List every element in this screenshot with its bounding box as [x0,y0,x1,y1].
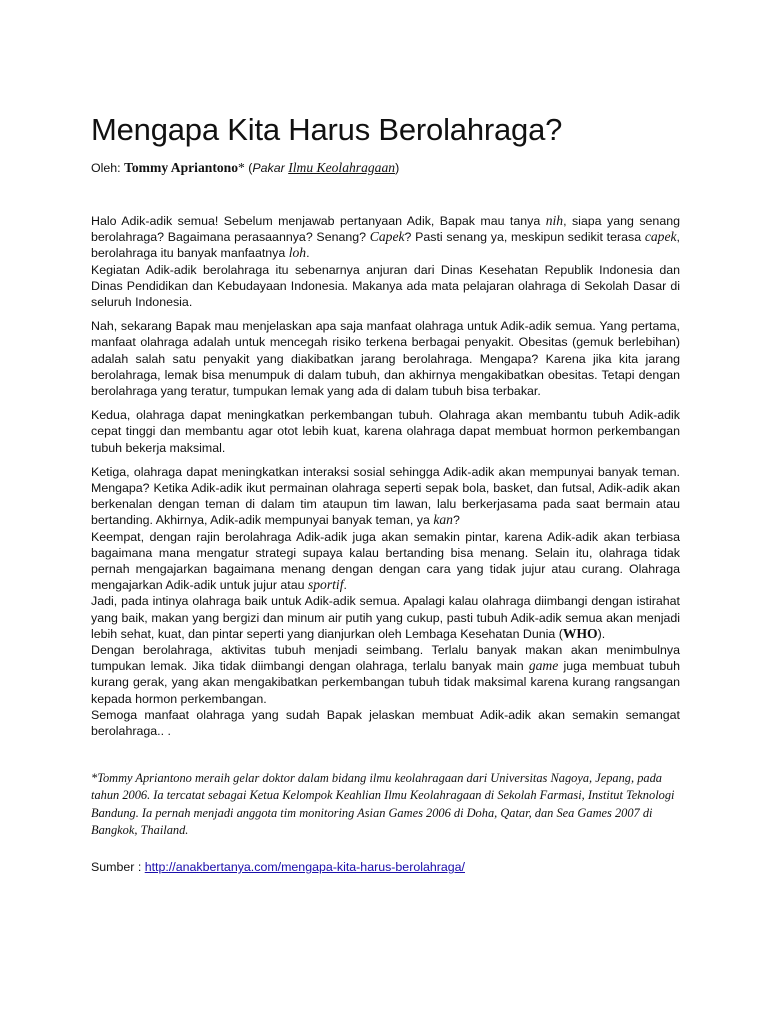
author-footnote: *Tommy Apriantono meraih gelar doktor dalam bidang ilmu keolahragaan dari Universitas Nagoya, Jepang, pada tahun 2006. Ia tercatat sebagai Ketua Kelompok Keahlian Ilmu Keolahragaan di Sekolah Farmasi, Institut Teknologi Bandung. Ia pernah menjadi anggota tim monitoring Asian Games 2006 di Doha, Qatar, dan Sea Games 2007 di Bangkok, Thailand. [91,771,675,838]
author-name: Tommy Apriantono [124,160,238,175]
italic-word: nih [545,213,564,228]
paragraph-closing: Semoga manfaat olahraga yang sudah Bapak jelaskan membuat Adik-adik akan semakin semangat berolahraga.. . [91,707,680,739]
author-asterisk: * [238,160,245,175]
italic-word: capek [644,229,677,245]
text-run: ? Pasti senang ya, meskipun sedikit terasa [404,230,645,245]
italic-word: game [528,658,559,674]
source-line [91,859,465,875]
italic-word: sportif [307,577,344,593]
text-run: , berolahraga itu banyak manfaatnya [91,230,680,261]
text-run: Halo Adik-adik semua! Sebelum menjawab pertanyaan Adik, Bapak mau tanya [91,214,546,228]
paragraph-recommendation: Kegiatan Adik-adik berolahraga itu sebenarnya anjuran dari Dinas Kesehatan Republik Indonesia dan Dinas Pendidikan dan Kebudayaan Indonesia. Makanya ada mata pelajaran olahraga di Sekolah Dasar di seluruh Indonesia. [91,262,680,310]
text-run: Keempat, dengan rajin berolahraga Adik-adik juga akan semakin pintar, karena Adik-adik akan terbiasa bagaimana mana mengatur strategi supaya kalau bertanding bisa menang. Selain itu, olahraga tidak pernah mengajarkan bagaimana menang dengan dengan cara yang tidak jujur atau curang. Olahraga mengajarkan Adik-adik untuk jujur atau [91,529,680,593]
text-run: Jadi, pada intinya olahraga baik untuk Adik-adik semua. Apalagi kalau olahraga diimbangi dengan istirahat yang baik, makan yang bergizi dan minum air putih yang cukup, pasti tubuh Adik-adik semua akan menjadi lebih sehat, kuat, dan pintar seperti yang dianjurkan oleh Lembaga Kesehatan Dunia ( [91,594,680,641]
text-run: juga membuat tubuh kurang gerak, yang akan mengakibatkan perkembangan tubuh tidak maksimal karena kurang rangsangan kepada hormon perkembangan. [91,659,680,706]
paragraph-benefit-three [91,464,680,529]
italic-word: Capek [369,229,405,245]
paragraph-summary [91,593,680,642]
text-run: Ketiga, olahraga dapat meningkatkan interaksi sosial sehingga Adik-adik akan mempunyai banyak teman. Mengapa? Ketika Adik-adik ikut permainan olahraga seperti sepak bola, basket, dan futsal, Adik-adik akan berkenalan dengan teman di dalam tim ataupun tim lawan, lalu berkerjasama pada saat bermain atau bertanding. Akhirnya, Adik-adik mempunyai banyak teman, ya [91,464,680,528]
source-link[interactable]: http://anakbertanya.com/mengapa-kita-harus-berolahraga/ [144,860,465,874]
paragraph-intro [91,213,680,262]
paragraph-benefit-two: Kedua, olahraga dapat meningkatkan perkembangan tubuh. Olahraga akan membantu tubuh Adik-adik cepat tinggi dan membantu agar otot lebih kuat, karena olahraga dapat membuat hormon perkembangan tubuh bekerja maksimal. [91,408,680,455]
paragraph-benefit-four [91,529,680,594]
text-run: ? [452,513,460,528]
text-run: Dengan berolahraga, aktivitas tubuh menjadi seimbang. Terlalu banyak makan akan menimbulnya tumpukan lemak. Jika tidak diimbangi dengan olahraga, terlalu banyak main [91,643,680,674]
paragraph-balance [91,642,680,707]
italic-word: kan [433,512,453,528]
text-run: . [343,578,347,593]
article-body [91,213,680,739]
byline-prefix: Oleh: [91,161,125,175]
byline-close-paren: ) [395,161,400,175]
text-run: . [306,246,310,261]
author-role: Pakar [252,161,285,175]
italic-word: loh [288,245,307,261]
bold-word: WHO [562,625,598,641]
source-label: Sumber : [91,860,145,874]
byline [91,160,399,176]
paragraph-benefit-one: Nah, sekarang Bapak mau menjelaskan apa saja manfaat olahraga untuk Adik-adik semua. Yang pertama, manfaat olahraga adalah untuk mencegah risiko terkena berbagai penyakit. Obesitas (gemuk berlebihan) adalah salah satu penyakit yang diakibatkan jarang berolahraga. Mengapa? Karena jika kita jarang berolahraga, lemak bisa menumpuk di dalam tubuh, dan akhirnya mengakibatkan obesitas. Tetapi dengan berolahraga yang teratur, tumpukan lemak yang ada di dalam tubuh bisa terbakar. [91,319,680,399]
text-run: ). [597,626,606,641]
byline-open-paren: ( [244,161,253,175]
author-field: Ilmu Keolahragaan [288,160,396,175]
page-title: Mengapa Kita Harus Berolahraga? [91,112,563,147]
text-run: , siapa yang senang berolahraga? Bagaimana perasaannya? Senang? [91,214,680,245]
